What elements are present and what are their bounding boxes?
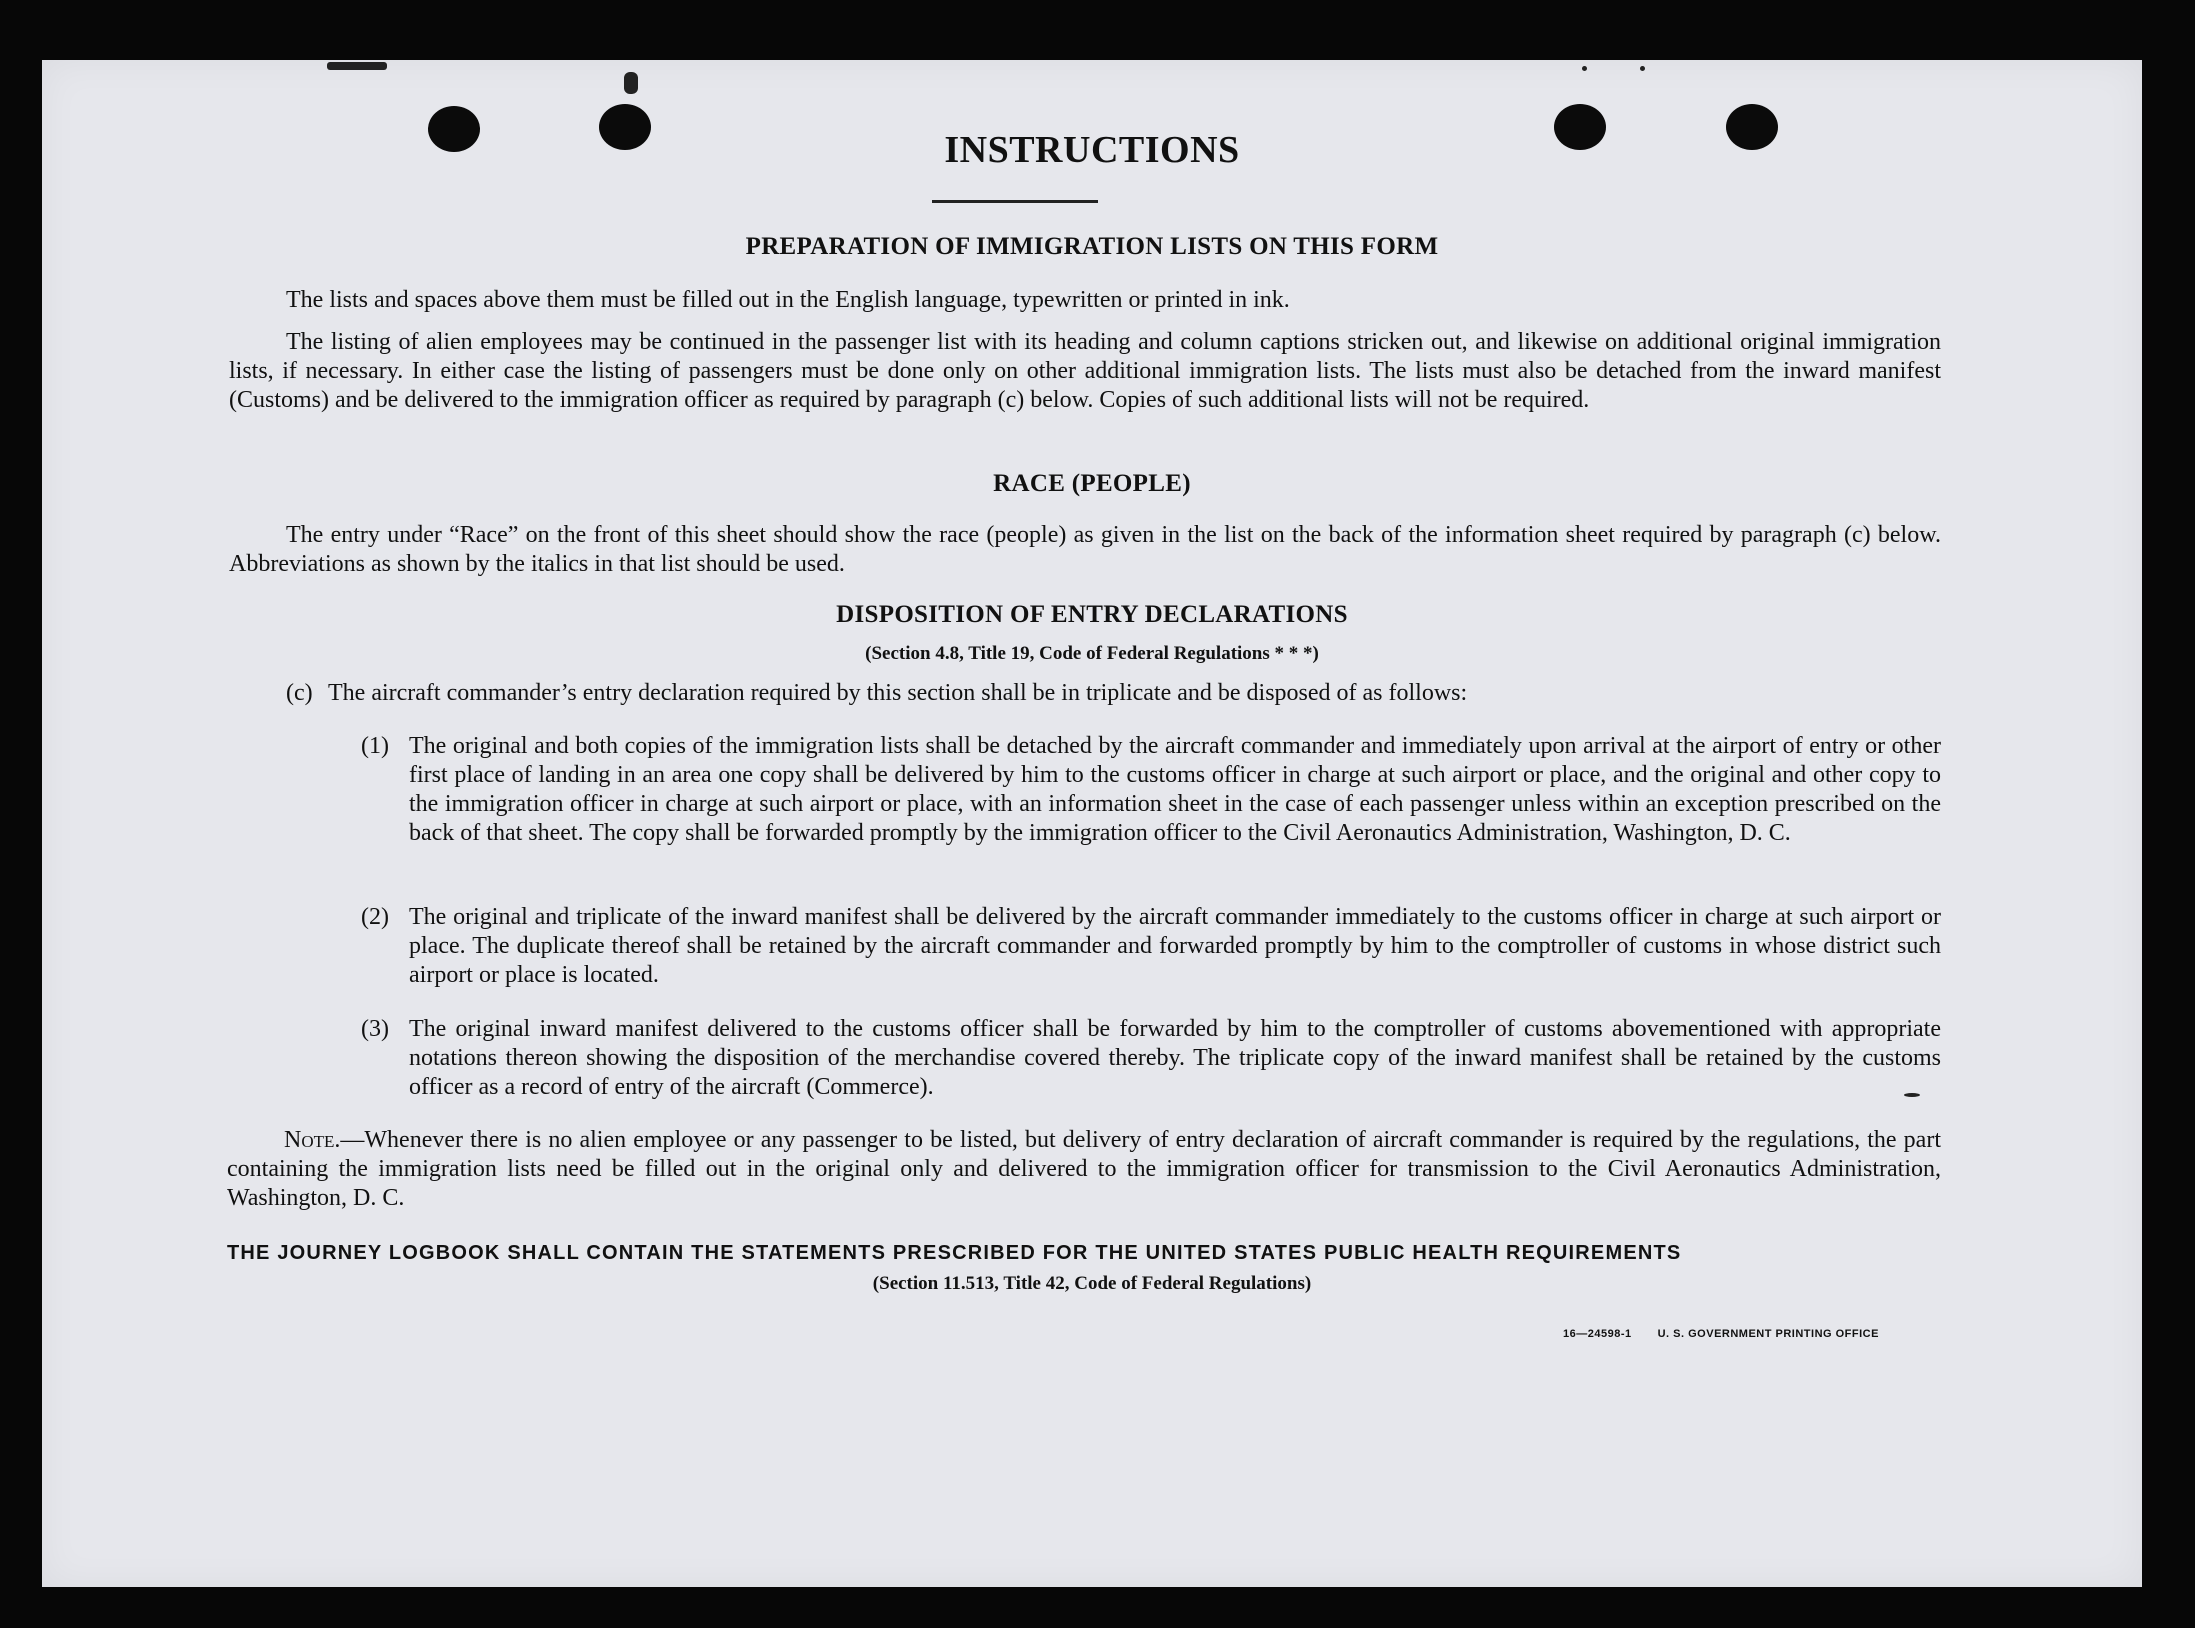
list-item xyxy=(361,903,1941,990)
note-paragraph xyxy=(227,1126,1941,1213)
page-title: INSTRUCTIONS xyxy=(944,129,1240,171)
list-item-text: The original inward manifest delivered to the customs officer shall be forwarded by him to the comptroller of customs abovementioned with appropriate notations thereon showing the disposition of the merchandise covered thereby. The triplicate copy of the inward manifest shall be retained by the customs officer as a record of entry of the aircraft (Commerce). xyxy=(409,1016,1941,1100)
public-health-requirement: THE JOURNEY LOGBOOK SHALL CONTAIN THE STATEMENTS PRESCRIBED FOR THE UNITED STATES PUBLIC HEALTH REQUIREMENTS xyxy=(227,1242,1682,1264)
title-underline xyxy=(932,200,1098,203)
paragraph-alien-listing: The listing of alien employees may be continued in the passenger list with its heading and column captions stricken out, and likewise on additional original immigration lists, if necessary. In either case the listing of passengers must be done only on other additional immigration lists. The lists must also be detached from the inward manifest (Customs) and be delivered to the immigration officer as required by paragraph (c) below. Copies of such additional lists will not be required. xyxy=(229,329,1941,413)
list-item-number: (2) xyxy=(361,904,389,930)
print-code: 16—24598-1 xyxy=(1563,1328,1632,1340)
section-heading-preparation: PREPARATION OF IMMIGRATION LISTS ON THIS FORM xyxy=(745,233,1439,260)
list-item-text: The original and triplicate of the inward manifest shall be delivered by the aircraft commander immediately to the customs officer in charge at such airport or place. The duplicate thereof shall be retained by the aircraft commander and forwarded promptly by him to the comptroller of customs in whose district such airport or place is located. xyxy=(409,904,1941,988)
paragraph-c-number: (c) xyxy=(286,680,313,706)
list-item xyxy=(361,732,1941,848)
paragraph-race: The entry under “Race” on the front of this sheet should show the race (people) as given in the list on the back of the information sheet required by paragraph (c) below. Abbreviations as shown by the italics in that list should be used. xyxy=(229,522,1941,577)
paragraph-c xyxy=(286,679,1941,708)
list-item-number: (1) xyxy=(361,733,389,759)
paper-sheet xyxy=(42,60,2142,1587)
page-text xyxy=(42,60,2142,1587)
printing-imprint xyxy=(1563,1328,1879,1340)
section-reference: (Section 4.8, Title 19, Code of Federal Regulations * * *) xyxy=(865,643,1319,664)
section-heading-disposition: DISPOSITION OF ENTRY DECLARATIONS xyxy=(836,601,1348,628)
list-item xyxy=(361,1015,1941,1102)
public-health-reference: (Section 11.513, Title 42, Code of Federal Regulations) xyxy=(872,1273,1312,1294)
paragraph-language: The lists and spaces above them must be filled out in the English language, typewritten or printed in ink. xyxy=(286,287,1290,313)
print-office: U. S. GOVERNMENT PRINTING OFFICE xyxy=(1657,1328,1879,1340)
note-label: Note. xyxy=(284,1127,341,1153)
section-heading-race: RACE (PEOPLE) xyxy=(993,470,1191,497)
note-text: —Whenever there is no alien employee or any passenger to be listed, but delivery of entry declaration of aircraft commander is required by the regulations, the part containing the immigration lists need be filled out in the original only and delivered to the immigration officer for transmission to the Civil Aeronautics Administration, Washington, D. C. xyxy=(227,1127,1941,1211)
paragraph-c-text: The aircraft commander’s entry declaration required by this section shall be in triplicate and be disposed of as follows: xyxy=(328,680,1468,706)
list-item-number: (3) xyxy=(361,1016,389,1042)
list-item-text: The original and both copies of the immigration lists shall be detached by the aircraft commander and immediately upon arrival at the airport of entry or other first place of landing in an area one copy shall be delivered by him to the customs officer in charge at such airport or place, and the original and other copy to the immigration officer in charge at such airport or place, with an information sheet in the case of each passenger unless within an exception prescribed on the back of that sheet. The copy shall be forwarded promptly by the immigration officer to the Civil Aeronautics Administration, Washington, D. C. xyxy=(409,733,1941,846)
